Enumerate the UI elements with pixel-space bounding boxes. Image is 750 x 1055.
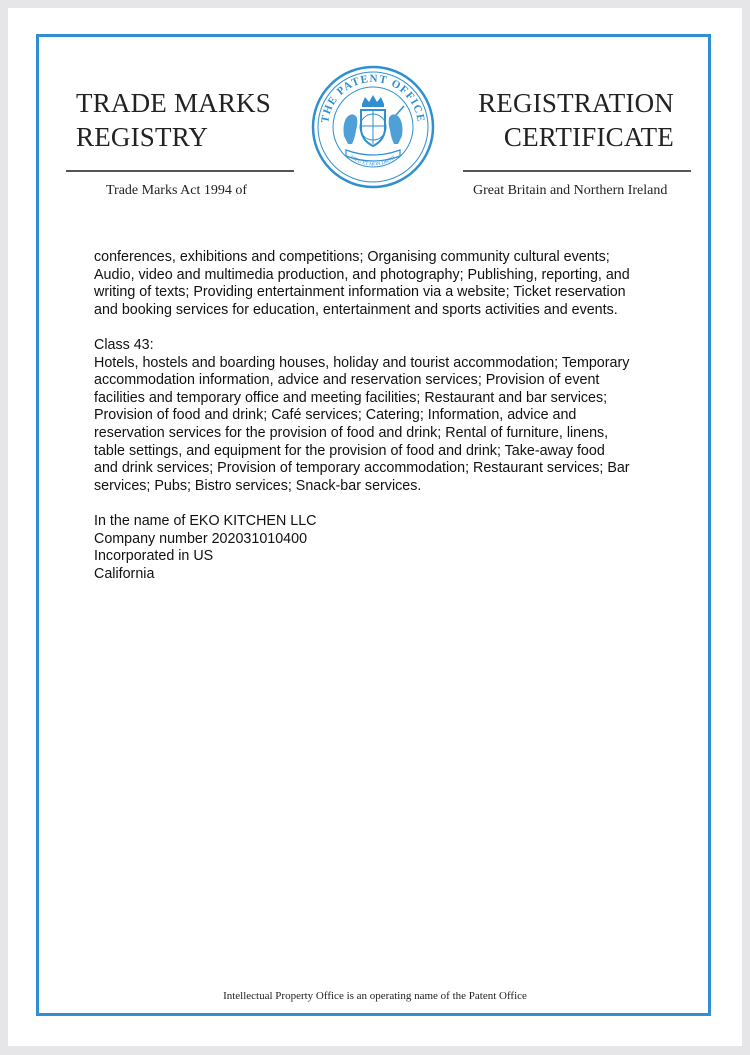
text-line: Hotels, hostels and boarding houses, holiday and tourist accommodation; Temporary [94,354,630,371]
text-line: accommodation information, advice and reservation services; Provision of event [94,372,600,389]
state: California [94,565,155,582]
text-line: table settings, and equipment for the provision of food and drink; Take-away food [94,442,605,459]
jurisdiction-subheading: Great Britain and Northern Ireland [473,183,668,198]
class-label: Class 43: [94,336,154,353]
text-line: reservation services for the provision of food and drink; Rental of furniture, linens, [94,424,609,441]
certificate-body [94,249,654,601]
text-line: and drink services; Provision of temporary accommodation; Restaurant services; Bar [94,460,630,477]
incorporation: Incorporated in US [94,548,214,565]
heading-line: TRADE MARKS [76,88,271,118]
divider-left [66,170,294,172]
text-line: and booking services for education, entertainment and sports activities and events. [94,301,618,318]
seal-ring-text: THE PATENT OFFICE [319,72,427,124]
text-line: Provision of food and drink; Café services; Catering; Information, advice and [94,407,577,424]
heading-line: CERTIFICATE [503,122,674,152]
certificate-heading [478,86,674,154]
heading-line: REGISTRATION [478,88,674,118]
owner-paragraph [94,513,654,583]
text-line: services; Pubs; Bistro services; Snack-bar services. [94,477,422,494]
class-43-paragraph [94,337,654,495]
footer-note: Intellectual Property Office is an operating name of the Patent Office [223,990,527,1002]
patent-office-seal-icon [310,64,436,190]
registry-heading [76,86,271,154]
heading-line: REGISTRY [76,122,209,152]
owner-name: In the name of EKO KITCHEN LLC [94,512,317,529]
divider-right [463,170,691,172]
services-paragraph [94,249,654,319]
seal-banner-text: DIEU ET MON DROIT [349,155,397,168]
text-line: facilities and temporary office and meeting facilities; Restaurant and bar services; [94,389,608,406]
text-line: Audio, video and multimedia production, and photography; Publishing, reporting, and [94,266,630,283]
act-subheading: Trade Marks Act 1994 of [106,183,248,198]
company-number: Company number 202031010400 [94,530,308,547]
text-line: conferences, exhibitions and competitions; Organising community cultural events; [94,249,610,265]
text-line: writing of texts; Providing entertainment information via a website; Ticket reservation [94,284,626,301]
